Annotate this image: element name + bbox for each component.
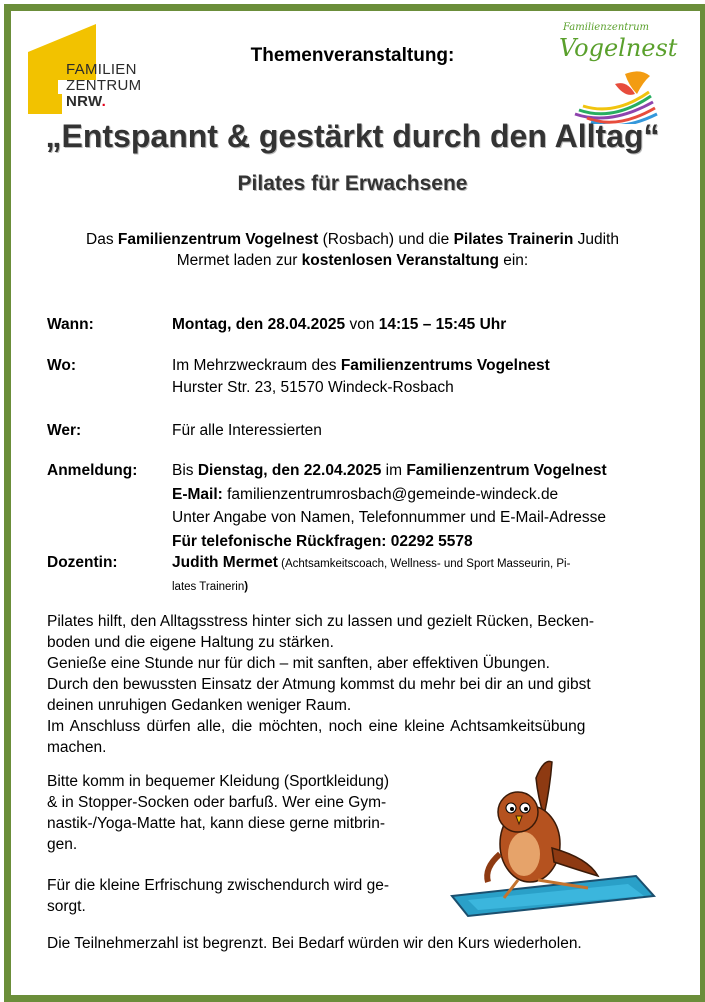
body-line: Im Anschluss dürfen alle, die möchten, noch eine kleine Achtsamkeitsübung	[47, 718, 586, 735]
vogelnest-logo-big: Vogelnest	[559, 34, 678, 62]
logo-nrw-dot: .	[101, 93, 107, 110]
logo-nrw	[66, 94, 106, 109]
anm-phone: Für telefonische Rückfragen: 02292 5578	[172, 532, 473, 550]
body-line: Pilates hilft, den Alltagsstress hinter sich zu lassen und gezielt Rücken, Becken-	[47, 613, 595, 630]
dozentin-desc2-text: lates Trainerin	[172, 581, 245, 593]
anm-deadline: Dienstag, den 22.04.2025	[197, 462, 382, 479]
body-line: & in Stopper-Socken oder barfuß. Wer eine Gym-	[47, 794, 387, 811]
wo-line1a: Im Mehrzweckraum des	[172, 357, 341, 374]
vogelnest-logo-small: Familienzentrum	[563, 22, 650, 33]
body-paragraph-3	[47, 875, 447, 917]
anm-l1c: im	[381, 462, 407, 479]
wann-value	[172, 314, 672, 336]
wann-label: Wann:	[47, 316, 94, 333]
wann-time: 14:15 – 15:45 Uhr	[378, 316, 507, 333]
body-line: boden und die eigene Haltung zu stärken.	[47, 634, 334, 651]
anmeldung-label: Anmeldung:	[47, 462, 138, 479]
dozentin-label: Dozentin:	[47, 554, 118, 571]
dozentin-value	[172, 552, 672, 597]
event-type-heading: Themenveranstaltung:	[250, 45, 455, 66]
event-subtitle: Pilates für Erwachsene	[237, 172, 468, 195]
anm-l1a: Bis	[172, 462, 198, 479]
body-line: machen.	[47, 739, 107, 756]
intro-free-event: kostenlosen Veranstaltung	[301, 252, 499, 269]
anm-email[interactable]: familienzentrumrosbach@gemeinde-windeck.de	[222, 485, 559, 503]
dozentin-desc2	[172, 581, 248, 593]
wann-mid: von	[345, 316, 379, 333]
dozentin-paren: )	[244, 581, 249, 593]
familienzentrum-nrw-logo	[28, 24, 158, 114]
body-line: nastik-/Yoga-Matte hat, kann diese gerne mitbrin-	[47, 815, 386, 832]
bird-yoga-icon	[448, 758, 656, 918]
body-paragraph-1	[47, 611, 659, 758]
body-line: Für die kleine Erfrischung zwischendurch wird ge-	[47, 877, 390, 894]
dozentin-desc1: (Achtsamkeitscoach, Wellness- und Sport Masseurin, Pi-	[277, 558, 571, 570]
intro-part: ein:	[498, 252, 529, 269]
logo-line-1: FAMILIEN	[66, 61, 137, 78]
bird-logo-icon	[555, 64, 665, 124]
wo-label: Wo:	[47, 357, 76, 374]
intro-part: Das	[86, 231, 118, 248]
logo-nrw-text: NRW	[66, 93, 102, 110]
dozentin-name: Judith Mermet	[172, 554, 278, 571]
body-line: Durch den bewussten Einsatz der Atmung kommst du mehr bei dir an und gibst	[47, 676, 591, 693]
anm-note: Unter Angabe von Namen, Telefonnummer und E-Mail-Adresse	[172, 509, 606, 526]
intro-fz-name: Familienzentrum Vogelnest	[117, 231, 319, 248]
intro-text	[40, 229, 665, 271]
intro-part: Mermet laden zur	[176, 252, 302, 269]
body-line: sorgt.	[47, 898, 86, 915]
anm-email-label: E-Mail:	[172, 485, 223, 503]
intro-part: (Rosbach) und die	[318, 231, 454, 248]
body-paragraph-4: Die Teilnehmerzahl ist begrenzt. Bei Bedarf würden wir den Kurs wiederholen.	[47, 935, 582, 952]
vogelnest-logo	[555, 20, 678, 120]
body-line: deinen unruhigen Gedanken weniger Raum.	[47, 697, 352, 714]
logo-line-2: ZENTRUM	[66, 77, 142, 94]
body-line: gen.	[47, 836, 78, 853]
wo-line1b: Familienzentrums Vogelnest	[340, 357, 550, 374]
body-paragraph-2	[47, 771, 447, 855]
intro-trainer: Pilates Trainerin	[453, 231, 574, 248]
bird-pilates-illustration	[448, 758, 656, 918]
wo-address: Hurster Str. 23, 51570 Windeck-Rosbach	[172, 379, 454, 396]
wo-value	[172, 355, 672, 399]
wer-value: Für alle Interessierten	[172, 422, 322, 439]
anmeldung-value	[172, 459, 672, 553]
wer-label: Wer:	[47, 422, 82, 439]
wann-date: Montag, den 28.04.2025	[172, 316, 346, 333]
body-line: Genieße eine Stunde nur für dich – mit sanften, aber effektiven Übungen.	[47, 655, 550, 672]
body-line: Bitte komm in bequemer Kleidung (Sportkleidung)	[47, 773, 390, 790]
intro-part: Judith	[573, 231, 619, 248]
event-title: „Entspannt & gestärkt durch den Alltag“	[45, 118, 660, 154]
anm-place: Familienzentrum Vogelnest	[406, 462, 607, 479]
